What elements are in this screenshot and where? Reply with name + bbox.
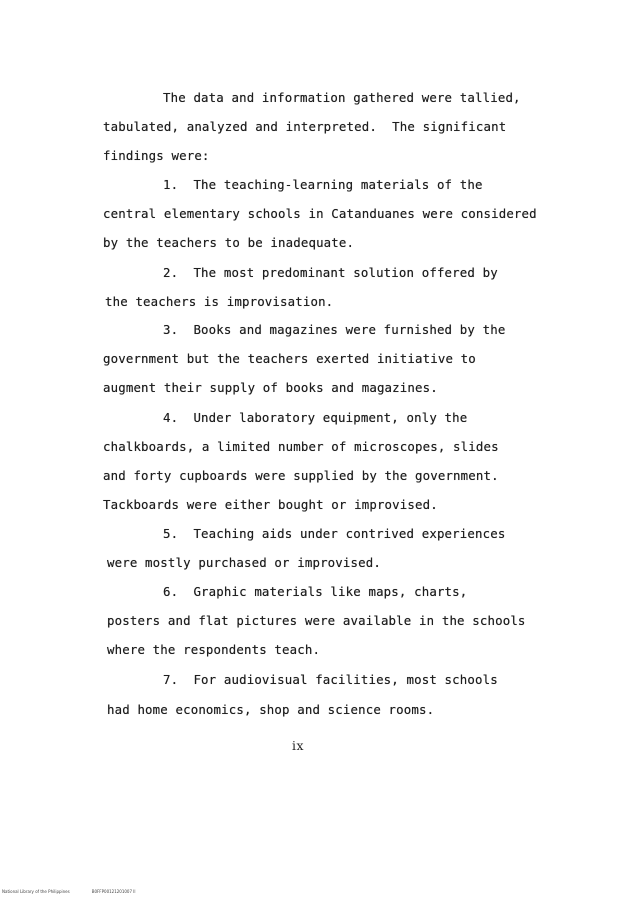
text-line: 3. Books and magazines were furnished by the bbox=[163, 322, 506, 337]
text-line: 5. Teaching aids under contrived experiences bbox=[163, 526, 506, 541]
text-line: central elementary schools in Catanduanes were considered bbox=[103, 206, 537, 221]
text-line: the teachers is improvisation. bbox=[105, 294, 334, 309]
footer-code: B0FFP00121201007 ll bbox=[91, 889, 136, 894]
text-line: by the teachers to be inadequate. bbox=[103, 235, 355, 250]
footer-library: National Library of the Philippines bbox=[2, 889, 70, 894]
text-line: 7. For audiovisual facilities, most schools bbox=[163, 672, 498, 687]
text-line: findings were: bbox=[103, 148, 210, 163]
text-line: had home economics, shop and science rooms. bbox=[107, 702, 435, 717]
text-line: Tackboards were either bought or improvised. bbox=[103, 497, 438, 512]
text-line: government but the teachers exerted initiative to bbox=[103, 351, 476, 366]
text-line: augment their supply of books and magazines. bbox=[103, 380, 438, 395]
text-line: where the respondents teach. bbox=[107, 642, 321, 657]
text-line: 4. Under laboratory equipment, only the bbox=[163, 410, 468, 425]
text-line: 6. Graphic materials like maps, charts, bbox=[163, 584, 468, 599]
text-line: The data and information gathered were tallied, bbox=[163, 90, 521, 105]
text-line: 2. The most predominant solution offered by bbox=[163, 265, 498, 280]
text-line: 1. The teaching-learning materials of the bbox=[163, 177, 483, 192]
scan-footer bbox=[2, 889, 136, 895]
text-line: posters and flat pictures were available in the schools bbox=[107, 613, 526, 628]
text-line: and forty cupboards were supplied by the government. bbox=[103, 468, 499, 483]
page-number: ix bbox=[292, 738, 304, 753]
text-line: chalkboards, a limited number of microscopes, slides bbox=[103, 439, 499, 454]
text-line: were mostly purchased or improvised. bbox=[107, 555, 381, 570]
text-line: tabulated, analyzed and interpreted. The significant bbox=[103, 119, 507, 134]
